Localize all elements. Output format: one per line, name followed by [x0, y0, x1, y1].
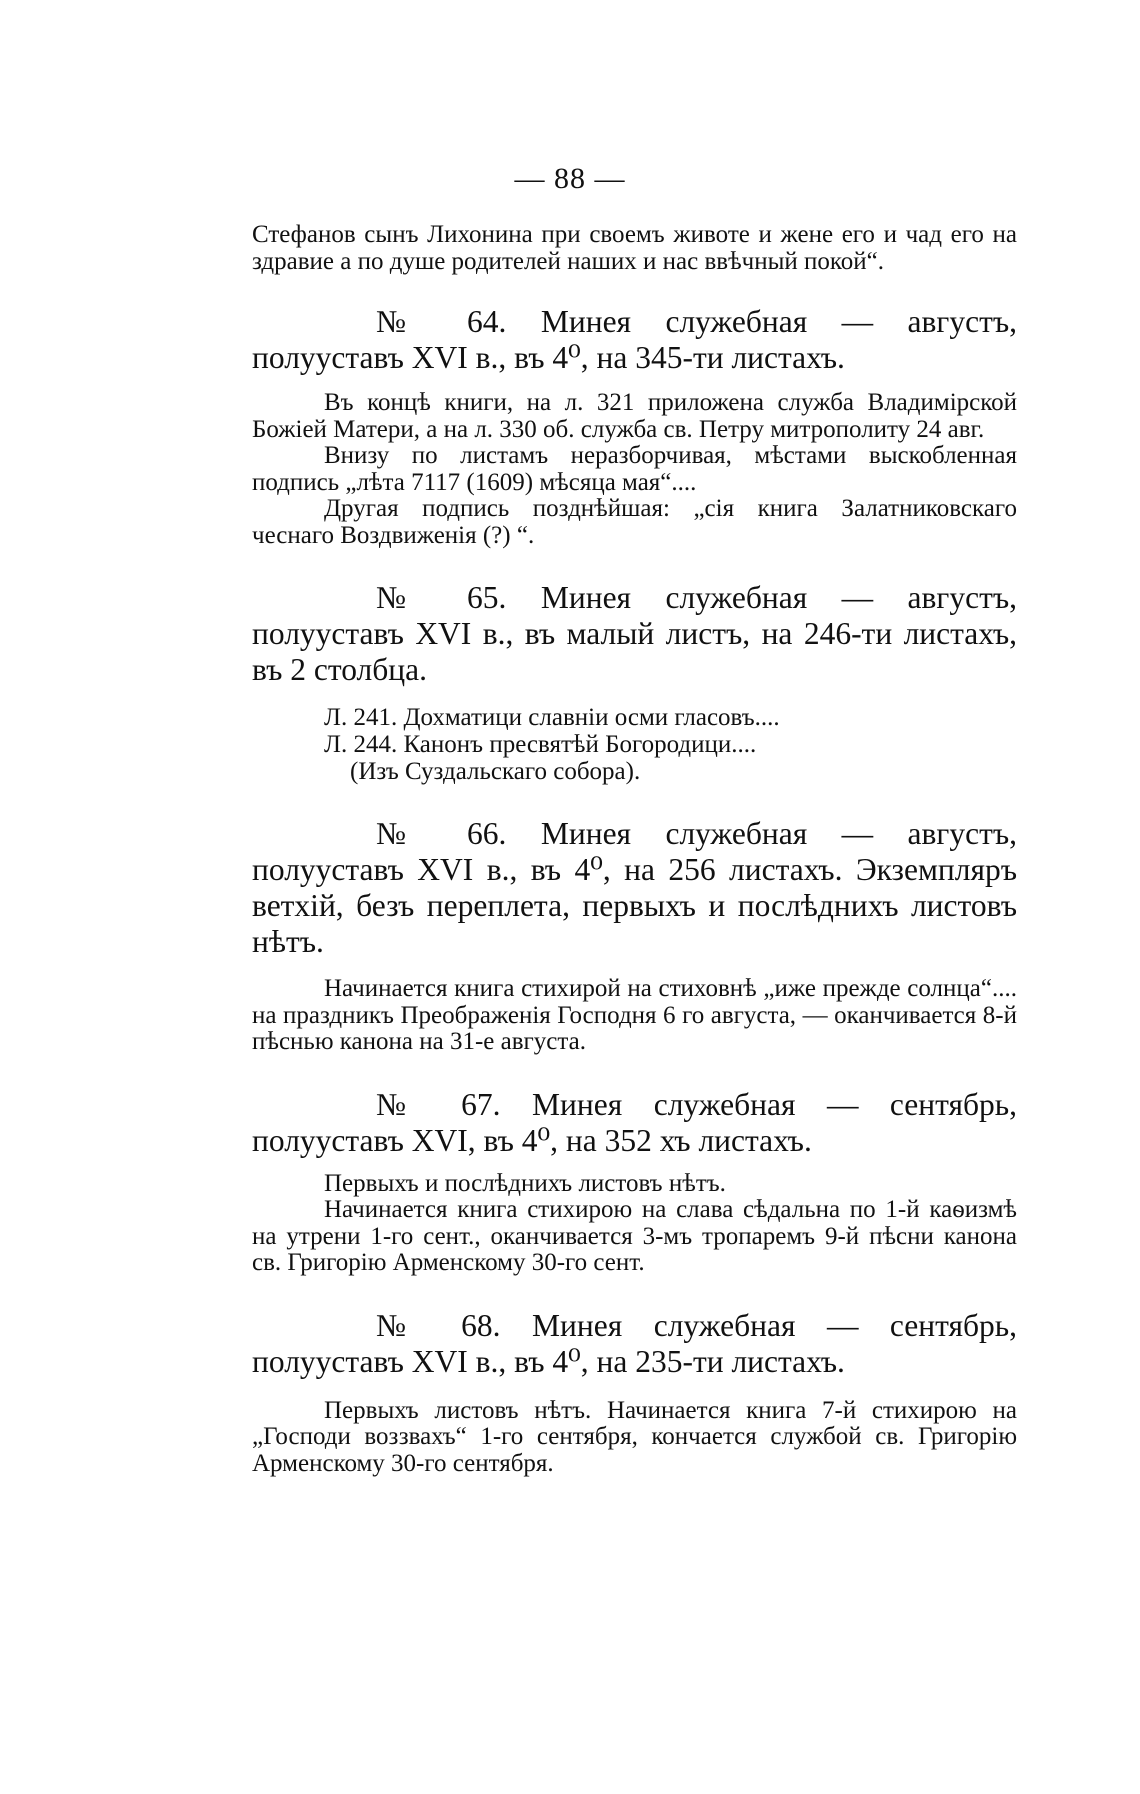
- entry-64-paragraph-3: Другая подпись позднѣйшая: „сія книга Залатниковскаго чеснаго Воздвиженія (?) “.: [252, 495, 1017, 549]
- entry-65: [252, 580, 1017, 785]
- entry-67-heading: № 67. Минея служебная — сентябрь, полууставъ XVI, въ 4⁰, на 352 хъ листахъ.: [252, 1086, 1017, 1158]
- entry-65-line-1: Л. 241. Дохматици славніи осми гласовъ....: [324, 704, 780, 731]
- entry-68-heading: № 68. Минея служебная — сентябрь, полууставъ XVI в., въ 4⁰, на 235-ти листахъ.: [252, 1307, 1017, 1379]
- intro-paragraph: Стефанов сынъ Лихонина при своемъ животе и жене его и чад его на здравие а по душе родителей наших и нас ввѣчный покой“.: [252, 221, 1017, 275]
- entry-65-line-2: Л. 244. Канонъ пресвятѣй Богородици....: [324, 731, 757, 758]
- entry-64-heading: № 64. Минея служебная — августъ, полууставъ XVI в., въ 4⁰, на 345-ти листахъ.: [252, 304, 1017, 375]
- entry-64-paragraph-2: Внизу по листамъ неразборчивая, мѣстами выскобленная подпись „лѣта 7117 (1609) мѣсяца мая“....: [252, 442, 1017, 496]
- entry-65-heading: № 65. Минея служебная — августъ, полууставъ XVI в., въ малый листъ, на 246-ти листахъ, въ 2 столбца.: [252, 580, 1017, 687]
- entry-68-paragraph-1: Первыхъ листовъ нѣтъ. Начинается книга 7-й стихирою на „Господи воззвахъ“ 1-го сентября, кончается службой св. Григорію Арменскому 30-го сентября.: [252, 1396, 1017, 1477]
- page-number: — 88 —: [514, 162, 626, 195]
- entry-66: [252, 816, 1017, 1056]
- entry-66-heading: № 66. Минея служебная — августъ, полууставъ XVI в., въ 4⁰, на 256 листахъ. Экземпляръ ветхій, безъ переплета, первыхъ и послѣднихъ листовъ нѣтъ.: [252, 816, 1017, 959]
- entry-67-paragraph-1: Первыхъ и послѣднихъ листовъ нѣтъ.: [324, 1169, 726, 1197]
- page-body: [252, 222, 1017, 1477]
- entry-68: [252, 1308, 1017, 1478]
- entry-64-paragraph-1: Въ концѣ книги, на л. 321 приложена служба Владимірской Божіей Матери, а на л. 330 об. служба св. Петру митрополиту 24 авг.: [252, 389, 1017, 443]
- entry-65-source: (Изъ Суздальскаго собора).: [350, 758, 641, 785]
- entry-67-paragraph-2: Начинается книга стихирою на слава сѣдальна по 1-й каѳизмѣ на утрени 1-го сент., оканчивается 3-мъ тропаремъ 9-й пѣсни канона св. Григорію Арменскому 30-го сент.: [252, 1196, 1017, 1276]
- entry-64: [252, 304, 1017, 549]
- entry-67: [252, 1087, 1017, 1277]
- entry-66-paragraph-1: Начинается книга стихирой на стиховнѣ „иже прежде солнца“.... на праздникъ Преображенія Господня 6 го августа, — оканчивается 8-й пѣснью канона на 31-е августа.: [252, 975, 1017, 1055]
